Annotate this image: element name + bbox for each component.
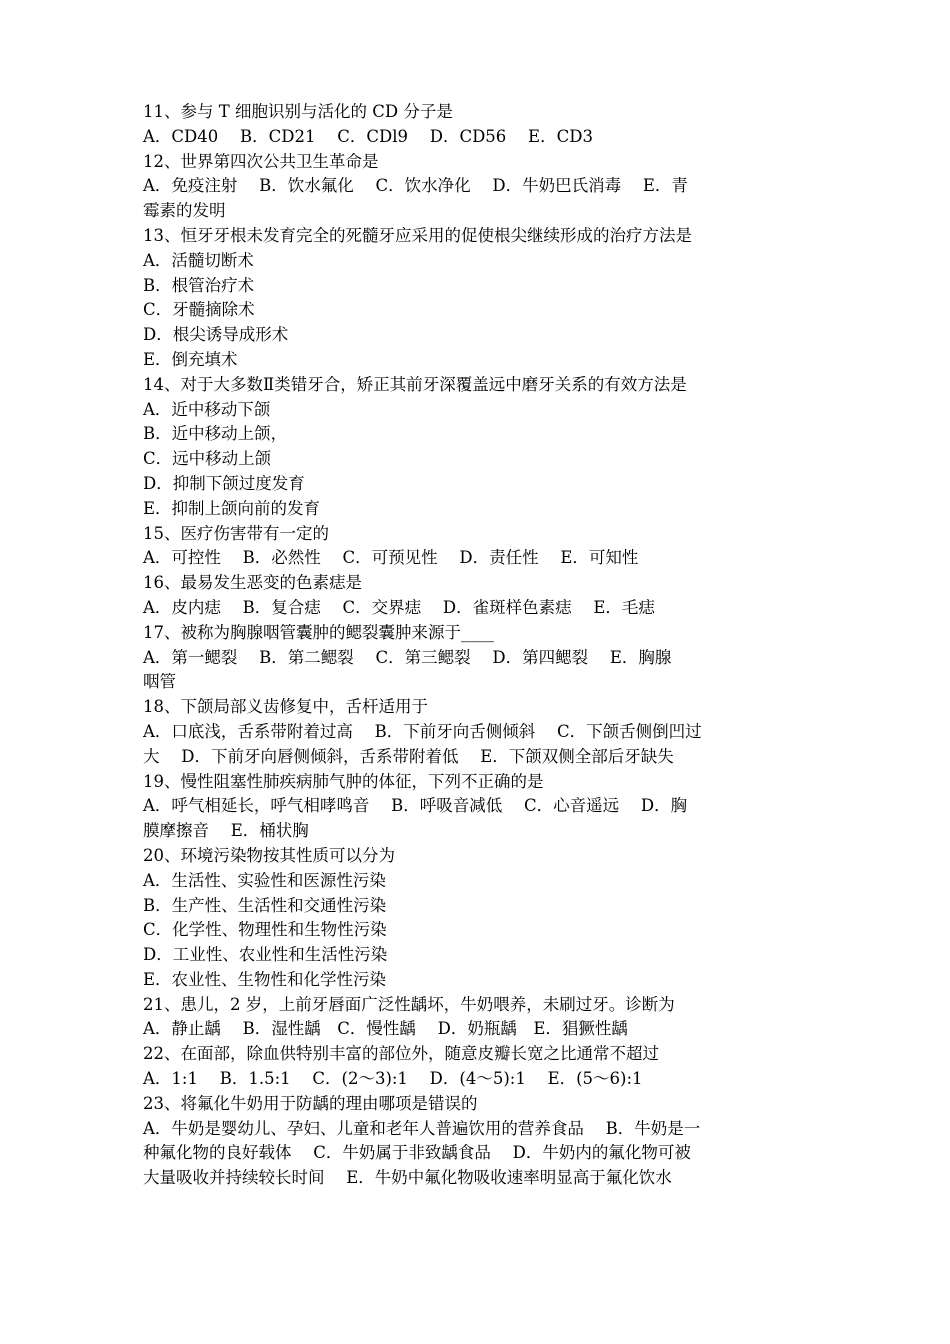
question-line: 20、环境污染物按其性质可以分为 (143, 845, 395, 865)
options-line: 膜摩擦音 E．桶状胸 (143, 821, 309, 841)
document-body (143, 100, 813, 1191)
options-line: A．免疫注射 B．饮水氟化 C．饮水净化 D．牛奶巴氏消毒 E．青 (143, 176, 688, 196)
options-line: A．CD40 B．CD21 C．CDl9 D．CD56 E．CD3 (143, 126, 593, 146)
option-line: C．牙髓摘除术 (143, 300, 255, 320)
option-line: D．工业性、农业性和生活性污染 (143, 945, 388, 965)
options-line: A．呼气相延长，呼气相哮鸣音 B．呼吸音减低 C．心音遥远 D．胸 (143, 796, 688, 816)
options-line: A．牛奶是婴幼儿、孕妇、儿童和老年人普遍饮用的营养食品 B．牛奶是一 (143, 1118, 701, 1138)
options-line: 大量吸收并持续较长时间 E．牛奶中氟化物吸收速率明显高于氟化饮水 (143, 1168, 672, 1188)
question-line: 11、参与 T 细胞识别与活化的 CD 分子是 (143, 102, 453, 121)
question-line: 21、患儿，2 岁，上前牙唇面广泛性龋坏，牛奶喂养，未刷过牙。诊断为 (143, 994, 675, 1014)
option-line: E．抑制上颌向前的发育 (143, 498, 321, 518)
question-line: 22、在面部，除血供特别丰富的部位外，随意皮瓣长宽之比通常不超过 (143, 1044, 659, 1064)
options-line: A．口底浅，舌系带附着过高 B．下前牙向舌侧倾斜 C．下颌舌侧倒凹过 (143, 721, 702, 741)
options-line: A．静止龋 B．湿性龋 C．慢性龋 D．奶瓶龋 E．猖獗性龋 (143, 1019, 628, 1039)
option-line: C．远中移动上颌 (143, 449, 272, 469)
option-line: B．生产性、生活性和交通性污染 (143, 895, 387, 915)
option-line: A．生活性、实验性和医源性污染 (143, 870, 386, 890)
options-line: A．可控性 B．必然性 C．可预见性 D．责任性 E．可知性 (143, 548, 639, 568)
options-line: A．1:1 B．1.5:1 C．(2～3):1 D．(4～5):1 E．(5～6):1 (143, 1069, 643, 1089)
options-line: 种氟化物的良好载体 C．牛奶属于非致龋食品 D．牛奶内的氟化物可被 (143, 1143, 691, 1163)
options-line: 咽管 (143, 672, 176, 692)
options-line: 霉素的发明 (143, 201, 226, 221)
option-line: D．抑制下颌过度发育 (143, 473, 305, 493)
option-line: B．近中移动上颌， (143, 424, 288, 444)
option-line: C．化学性、物理性和生物性污染 (143, 920, 387, 940)
question-line: 17、被称为胸腺咽管囊肿的鳃裂囊肿来源于____ (143, 622, 494, 642)
question-line: 14、对于大多数Ⅱ类错牙合，矫正其前牙深覆盖远中磨牙关系的有效方法是 (143, 374, 687, 394)
question-line: 18、下颌局部义齿修复中，舌杆适用于 (143, 697, 428, 717)
question-line: 23、将氟化牛奶用于防龋的理由哪项是错误的 (143, 1093, 478, 1113)
options-line: A．皮内痣 B．复合痣 C．交界痣 D．雀斑样色素痣 E．毛痣 (143, 597, 655, 617)
option-line: D．根尖诱导成形术 (143, 325, 289, 345)
option-line: E．倒充填术 (143, 349, 238, 369)
option-line: A．活髓切断术 (143, 250, 254, 270)
question-line: 15、医疗伤害带有一定的 (143, 523, 329, 543)
question-line: 13、恒牙牙根未发育完全的死髓牙应采用的促使根尖继续形成的治疗方法是 (143, 225, 692, 245)
question-line: 19、慢性阻塞性肺疾病肺气肿的体征，下列不正确的是 (143, 771, 544, 791)
option-line: B．根管治疗术 (143, 275, 255, 295)
options-line: 大 D．下前牙向唇侧倾斜，舌系带附着低 E．下颌双侧全部后牙缺失 (143, 746, 674, 766)
question-line: 12、世界第四次公共卫生革命是 (143, 151, 379, 171)
options-line: A．第一鳃裂 B．第二鳃裂 C．第三鳃裂 D．第四鳃裂 E．胸腺 (143, 647, 672, 667)
option-line: E．农业性、生物性和化学性污染 (143, 969, 387, 989)
option-line: A．近中移动下颌 (143, 399, 271, 419)
question-line: 16、最易发生恶变的色素痣是 (143, 573, 362, 593)
